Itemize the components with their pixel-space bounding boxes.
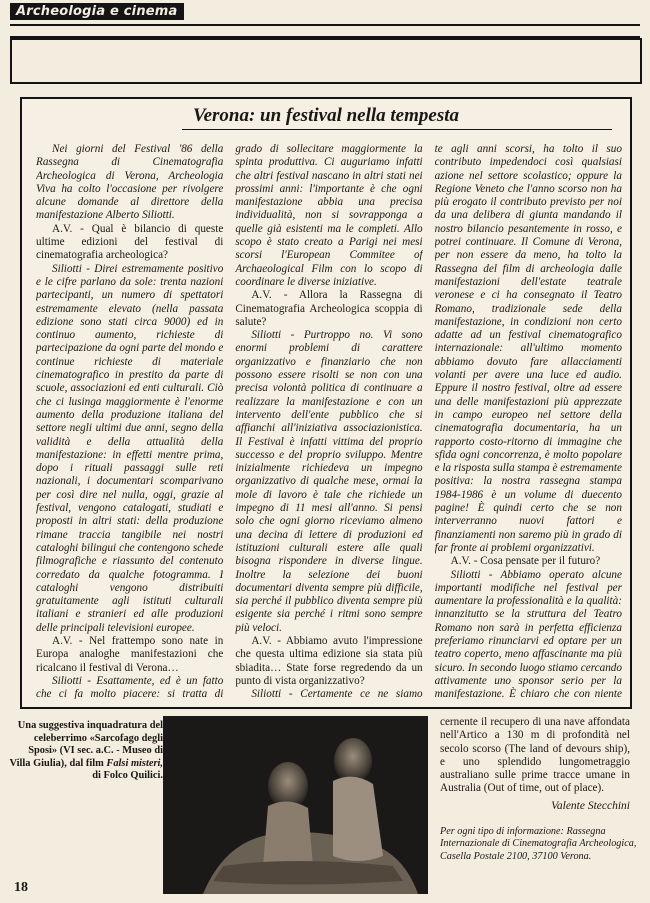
column-1 xyxy=(36,143,223,699)
article-title: Verona: un festival nella tempesta xyxy=(193,105,459,126)
top-frame xyxy=(10,38,642,84)
caption-film-title: Falsi misteri, xyxy=(106,757,163,769)
info-note: Per ogni tipo di informazione: Rassegna Internazionale di Cinematografia Archeologica, Casella Postale 2100, 37100 Verona. xyxy=(440,826,637,862)
paragraph: Siliotti - Abbiamo operato alcune importanti modifiche nel festival per aumentare la professionalità e la qualità: innanzitutto se la struttura del Teatro Romano non sarà in perfetta efficienza preferiamo rinunciarvi ed optare per un teatro coperto, meno affascinante ma più sicuro. In secondo luogo stiamo cercando attivamente uno sponsor serio per la manifestazione. È chiaro che con niente xyxy=(434,568,622,699)
caption-text: Una suggestiva inquadratura del celeberrimo «Sarcofago degli Sposi» (VI sec. a.C. - Museo di Villa Giulia), dal film xyxy=(9,720,163,769)
page-number: 18 xyxy=(14,880,28,895)
paragraph: A.V. - Qual è bilancio di queste ultime edizioni del festival di cinematografia archeologica? xyxy=(36,222,224,262)
column-2 xyxy=(235,143,422,699)
paragraph: A.V. - Nel frattempo sono nate in Europa analoghe manifestazioni che ricalcano il festival di Verona… xyxy=(36,634,224,674)
paragraph: A.V. - Allora la Rassegna di Cinematografia Archeologica scoppia di salute? xyxy=(235,289,423,328)
photo-caption xyxy=(8,720,163,783)
section-tag: Archeologia e cinema xyxy=(10,3,184,20)
paragraph: Nei giorni del Festival '86 della Rassegna di Cinematografia Archeologica di Verona, Archeologia Viva ha colto l'occasione per rivolgere alcune domande al direttore della manifestazione Alberto Siliotti. xyxy=(36,143,224,222)
caption-author: di Folco Quilici. xyxy=(92,770,163,782)
article-columns xyxy=(36,143,622,699)
paragraph: grado di sollecitare maggiormente la spinta produttiva. Ci auguriamo infatti che altri festival nascano in altri stati nei prossimi anni: l'importante è che ogni manifestazione abbia una precisa individualità, non si sovrapponga a quelle già esistenti ma le completi. Allo scopo è stato creato a Parigi nei mesi scorsi l'European Commitee of Archaeological Film con lo scopo di coordinare le diverse iniziative. xyxy=(235,143,423,288)
column-3 xyxy=(435,143,622,699)
title-rule xyxy=(182,129,612,130)
author-signature: Valente Stecchini xyxy=(551,800,630,812)
header-rule xyxy=(10,24,640,26)
paragraph: Siliotti - Certamente ce ne siamo xyxy=(251,688,423,699)
paragraph: Siliotti - Esattamente, ed è un fatto che ci fa molto piacere: si tratta di xyxy=(36,674,224,699)
paragraph: A.V. - Cosa pensate per il futuro? xyxy=(450,555,601,568)
article-box xyxy=(20,97,632,709)
paragraph: Siliotti - Direi estremamente positivo e le cifre parlano da sole: trenta nazioni partecipanti, un numero di spettatori estremamente elevato (nella passata edizione sono stati circa 9000) ed in continuo aumento, richieste di partecipazione da ogni parte del mondo e continue richieste di materiale cinematografico in prestito da parte di scuole, associazioni ed enti culturali. Ciò che ci lusinga maggiormente è l'enorme aumento della produzione italiana del settore negli ultimi due anni, segno della validità e della attualità della manifestazione: in effetti mentre prima, dopo i rituali passaggi sulle reti nazionali, i documentari scomparivano per così dire nel nulla, oggi, grazie al festival, vengono catalogati, studiati e proposti in altri stati: della produzione rimane traccia tangibile nei nostri cataloghi bilingui che contengono schede filmografiche e riassunto del contenuto corredato da qualche fotogramma. I cataloghi vengono distribuiti gratuitamente agli istituti culturali italiani e stranieri ed alle produzioni delle principali televisioni europee. xyxy=(36,262,224,634)
paragraph: A.V. - Abbiamo avuto l'impressione che questa ultima edizione sia stata più sbiadita… State forse regredendo da un punto di vista organizzativo? xyxy=(235,634,423,687)
sarcophagus-photo xyxy=(163,716,428,894)
sarcophagus-image xyxy=(163,716,428,894)
lower-text: cernente il recupero di una nave affondata nell'Artico a 130 m di profondità nel secolo scorso (The land of devours ship), e uno splendido lungometraggio australiano sulle prime tracce umane in Australia (Out of time, out of place). xyxy=(440,716,630,795)
header-band xyxy=(0,0,650,24)
paragraph: Siliotti - Purtroppo no. Vi sono enormi problemi di carattere organizzativo e finanziario che non possono essere risolti se non con una precisa volontà politica di continuare a realizzare la manifestazione e con un intervento dell'ente pubblico che si affianchi all'iniziativa associazionistica. Il Festival è infatti vittima del proprio successo e del proprio sviluppo. Mentre inizialmente richiedeva un impegno organizzativo di qualche mese, ormai la mole di lavoro è tale che richiede un impegno di 11 mesi all'anno. Si pensi solo che ogni giorno riceviamo almeno una decina di lettere di produzioni ed istituzioni culturali estere alle quali bisogna rispondere in diverse lingue. Inoltre la selezione dei buoni documentari diventa sempre più difficile, sia perché il pubblico diventa sempre più esigente sia perché i ritmi sono sempre più veloci. xyxy=(235,329,423,634)
paragraph: te agli anni scorsi, ha tolto il suo contributo impedendoci così qualsiasi azione nel settore scolastico; oppure la Regione Veneto che l'anno scorso non ha più erogato il contributo previsto per noi da una delibera di giunta mandando il nostro bilancio pesantemente in rosso, e potrei continuare. Il Comune di Verona, per non essere da meno, ha tolto la Rassegna del film di archeologia dalle manifestazioni dell'estate teatrale veronese e ci ha consegnato il Teatro Romano, tradizionale sede della manifestazione, in condizioni non certo adatte ad un festival cinematografico internazionale: all'ultimo momento abbiamo dovuto fare allacciamenti volanti per avere una luce ed audio. Eppure il nostro festival, oltre ad essere una delle manifestazioni più apprezzate in campo europeo nel settore della cinematografia documentaria, ha un rapporto costo-ritorno di immagine che sfida ogni concorrenza, è molto popolare e la risposta sulla stampa è estremamente positiva: la nostra rassegna stampa 1984-1986 è un volume di duecento pagine! È quindi certo che se non interverranno nuovi fattori e finanziamenti non saremo più in grado di far fronte ai problemi organizzativi. xyxy=(434,143,622,554)
